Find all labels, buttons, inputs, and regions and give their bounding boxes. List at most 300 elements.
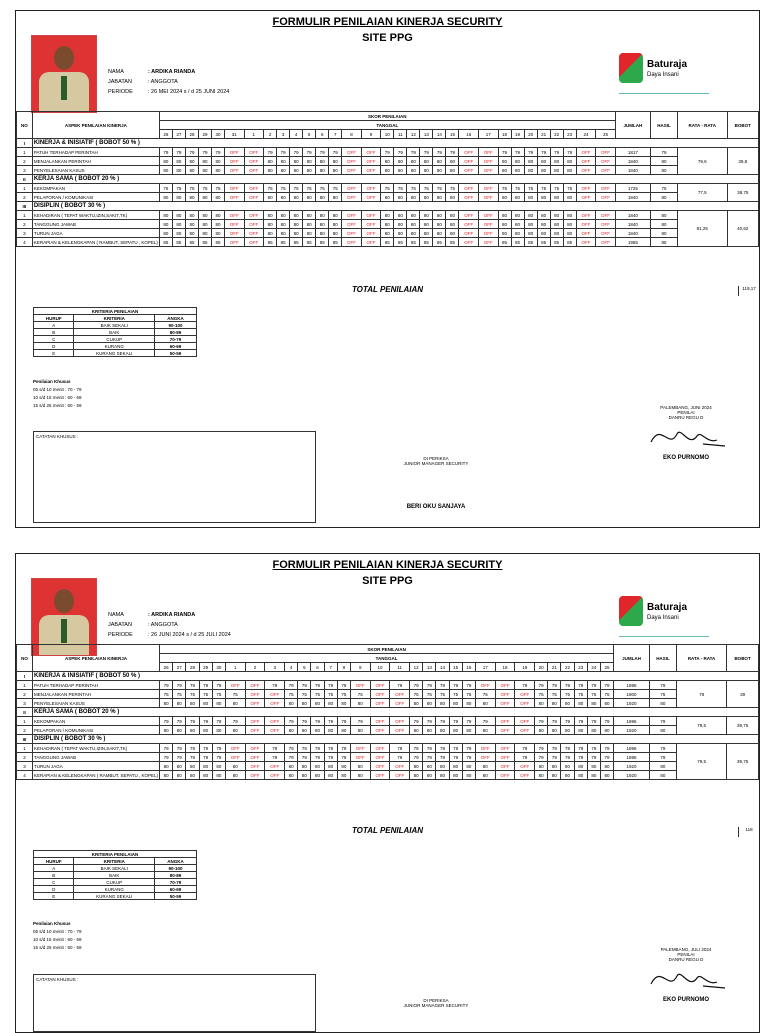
score-cell: OFF [596, 184, 616, 193]
score-cell: 80 [311, 726, 324, 735]
row-aspek: TURUN JAGA [32, 229, 159, 238]
score-cell: 75 [449, 690, 462, 699]
kriteria-cell: 70-79 [155, 879, 197, 886]
score-cell: 79 [511, 148, 524, 157]
kriteria-header: HURUF [34, 858, 74, 865]
score-cell: 80 [311, 699, 324, 708]
score-cell: OFF [495, 699, 515, 708]
score-cell: 79 [160, 681, 173, 690]
khusus-item: 05 s/d 10 menit : 70 - 79 [33, 387, 82, 392]
score-cell: 79 [449, 717, 462, 726]
row-no: 2 [17, 157, 33, 166]
employee-photo [31, 35, 97, 113]
score-cell: OFF [596, 220, 616, 229]
kriteria-cell: CUKUP [74, 879, 155, 886]
score-cell: 80 [563, 229, 576, 238]
score-cell: 75 [212, 690, 225, 699]
score-cell: 75 [475, 690, 495, 699]
score-cell: OFF [225, 744, 245, 753]
score-cell: 79 [324, 681, 337, 690]
row-aspek: TANGGUNG JAWAB [33, 753, 160, 762]
score-cell: OFF [361, 238, 381, 247]
score-cell: 80 [449, 771, 462, 780]
score-cell: 79 [199, 717, 212, 726]
score-cell: OFF [245, 681, 265, 690]
score-cell: OFF [361, 229, 381, 238]
score-cell: OFF [342, 229, 362, 238]
score-cell: 79 [186, 717, 199, 726]
date-cell: 22 [550, 130, 563, 139]
section-label: DISIPLIN ( BOBOT 30 % ) [32, 202, 758, 211]
score-cell: 80 [561, 762, 574, 771]
table-row [17, 211, 759, 220]
row-aspek: PENYELESAIAN KASUS [32, 166, 159, 175]
score-cell: OFF [495, 726, 515, 735]
kriteria-cell: KURANG [74, 886, 155, 893]
score-cell: OFF [478, 157, 498, 166]
score-cell: 79 [587, 717, 600, 726]
score-cell: 79 [186, 681, 199, 690]
score-cell: 80 [160, 762, 173, 771]
kriteria-row [34, 336, 197, 343]
score-cell: 75 [535, 690, 548, 699]
score-cell: 75 [561, 690, 574, 699]
danru-name: EKO PURNOMO [662, 997, 709, 1003]
table-row [17, 157, 759, 166]
score-cell: OFF [495, 690, 515, 699]
score-cell: 79 [548, 717, 561, 726]
score-cell: 80 [498, 220, 511, 229]
score-cell: 80 [311, 771, 324, 780]
penilai-block [626, 947, 746, 1003]
score-cell: 80 [475, 699, 495, 708]
score-cell: OFF [361, 211, 381, 220]
score-cell: 85 [407, 238, 420, 247]
score-cell: 80 [537, 229, 550, 238]
score-cell: 79 [446, 148, 459, 157]
score-cell: OFF [265, 726, 285, 735]
kriteria-cell: 80-89 [155, 329, 197, 336]
header-hasil: HASIL [649, 645, 676, 672]
date-cell: 15 [449, 663, 462, 672]
score-cell: OFF [576, 148, 596, 157]
score-cell: 80 [185, 220, 198, 229]
score-cell: 85 [511, 238, 524, 247]
score-cell: OFF [576, 193, 596, 202]
form-title: FORMULIR PENILAIAN KINERJA SECURITY [272, 559, 503, 571]
table-row [17, 681, 759, 690]
score-cell: 80 [410, 726, 423, 735]
score-cell: 80 [407, 157, 420, 166]
score-cell: OFF [342, 238, 362, 247]
score-cell: 80 [277, 211, 290, 220]
row-jumlah: 1840 [615, 220, 650, 229]
score-cell: 79 [550, 148, 563, 157]
kriteria-cell: A [34, 865, 74, 872]
score-cell: 85 [420, 238, 433, 247]
score-cell: 75 [574, 690, 587, 699]
score-cell: 80 [511, 220, 524, 229]
score-cell: 79 [423, 717, 436, 726]
score-cell: 80 [350, 699, 370, 708]
score-cell: 80 [198, 229, 211, 238]
score-cell: OFF [225, 211, 245, 220]
row-no: 2 [17, 220, 33, 229]
kriteria-cell: C [34, 336, 74, 343]
score-cell: 80 [212, 166, 225, 175]
date-cell: 4 [285, 663, 298, 672]
khusus-item: 15 s/d 25 menit : 50 - 59 [33, 403, 82, 408]
info-row [108, 67, 229, 77]
kriteria-header: HURUF [34, 315, 74, 322]
score-cell: 79 [337, 744, 350, 753]
score-cell: 79 [390, 681, 410, 690]
kriteria-cell: 80-89 [155, 872, 197, 879]
score-cell: 79 [298, 744, 311, 753]
diperiksa-label: DI PERIKSA [423, 998, 449, 1003]
kriteria-table [33, 307, 197, 357]
score-cell: OFF [390, 717, 410, 726]
score-cell: 80 [407, 193, 420, 202]
kriteria-row [34, 350, 197, 357]
date-cell: 11 [394, 130, 407, 139]
score-cell: 80 [303, 229, 316, 238]
score-cell: OFF [350, 681, 370, 690]
kriteria-row [34, 322, 197, 329]
score-cell: OFF [576, 220, 596, 229]
score-cell: 80 [423, 726, 436, 735]
score-cell: 79 [587, 744, 600, 753]
score-cell: 79 [173, 717, 186, 726]
table-row [17, 717, 759, 726]
score-cell: 80 [225, 762, 245, 771]
kriteria-header: ANGKA [155, 315, 197, 322]
row-hasil: 80 [651, 157, 678, 166]
score-cell: 79 [449, 681, 462, 690]
score-cell: 75 [212, 184, 225, 193]
score-cell: 80 [475, 771, 495, 780]
row-no: 4 [17, 771, 33, 780]
score-cell: OFF [245, 771, 265, 780]
score-cell: OFF [245, 744, 265, 753]
logo-mark [619, 596, 643, 626]
score-cell: OFF [361, 184, 381, 193]
score-cell: OFF [361, 193, 381, 202]
section-bobot: 39 [727, 681, 759, 708]
score-cell: 80 [350, 762, 370, 771]
score-cell: OFF [342, 211, 362, 220]
score-cell: OFF [225, 229, 245, 238]
score-cell: 80 [462, 726, 475, 735]
score-cell: 79 [350, 717, 370, 726]
score-cell: OFF [245, 762, 265, 771]
row-jumlah: 1840 [615, 193, 650, 202]
score-cell: 79 [433, 148, 446, 157]
header-rata: RATA - RATA [677, 112, 727, 139]
score-cell: 80 [535, 771, 548, 780]
score-cell: 75 [277, 184, 290, 193]
score-cell: 79 [285, 681, 298, 690]
date-cell: 1 [225, 663, 245, 672]
section-rata: 79,6 [677, 148, 727, 175]
score-cell: 80 [290, 166, 303, 175]
row-aspek: KEKOMPAKAN [33, 717, 160, 726]
date-cell: 30 [212, 663, 225, 672]
date-cell: 14 [436, 663, 449, 672]
date-cell: 2 [245, 663, 265, 672]
date-cell: 25 [600, 663, 613, 672]
score-cell: 80 [394, 211, 407, 220]
kriteria-title: KRITERIA PENILAIAN [34, 308, 197, 315]
date-cell: 14 [433, 130, 446, 139]
row-aspek: TURUN JAGA [33, 762, 160, 771]
score-cell: 80 [199, 699, 212, 708]
catatan-khusus-box [33, 974, 316, 1032]
score-cell: 80 [324, 726, 337, 735]
score-cell: 80 [420, 157, 433, 166]
score-cell: 80 [329, 193, 342, 202]
score-cell: OFF [245, 753, 265, 762]
catatan-label: CATATAN KHUSUS : [36, 977, 79, 982]
score-cell: 80 [316, 229, 329, 238]
score-cell: 80 [381, 166, 394, 175]
score-cell: 75 [316, 184, 329, 193]
score-cell: 80 [475, 726, 495, 735]
score-cell: 80 [172, 229, 185, 238]
total-label: TOTAL PENILAIAN [351, 285, 424, 294]
info-label: PERIODE [108, 89, 133, 95]
score-cell: 80 [185, 229, 198, 238]
row-no: 2 [17, 690, 33, 699]
score-cell: 79 [574, 717, 587, 726]
score-cell: 79 [381, 148, 394, 157]
kriteria-title: KRITERIA PENILAIAN [34, 851, 197, 858]
danru-name: EKO PURNOMO [662, 455, 709, 461]
kriteria-cell: KURANG SEKALI [74, 350, 155, 357]
score-cell: OFF [370, 699, 390, 708]
score-cell: OFF [515, 699, 535, 708]
score-cell: 79 [410, 717, 423, 726]
score-cell: OFF [478, 193, 498, 202]
row-aspek: PENYELESAIAN KASUS [33, 699, 160, 708]
score-cell: 80 [290, 220, 303, 229]
kriteria-header: KRITERIA [74, 858, 155, 865]
score-cell: 75 [548, 690, 561, 699]
score-cell: OFF [390, 726, 410, 735]
score-cell: 79 [277, 148, 290, 157]
score-cell: 79 [285, 717, 298, 726]
manager-name: BERI OKU SANJAYA [406, 504, 466, 510]
score-cell: 79 [574, 681, 587, 690]
date-cell: 19 [511, 130, 524, 139]
section-bobot: 40,62 [727, 211, 759, 247]
info-label: NAMA [108, 612, 124, 618]
danru-label: DANRU REGU D [668, 415, 704, 420]
row-hasil: 80 [651, 229, 678, 238]
score-cell: 75 [511, 184, 524, 193]
khusus-item: 05 s/d 10 menit : 70 - 79 [33, 929, 82, 934]
score-cell: 79 [290, 148, 303, 157]
score-cell: OFF [515, 726, 535, 735]
score-cell: 80 [199, 771, 212, 780]
score-cell: 79 [420, 148, 433, 157]
score-cell: 80 [462, 699, 475, 708]
score-cell: 80 [159, 166, 172, 175]
header-hasil: HASIL [651, 112, 678, 139]
score-cell: 79 [311, 744, 324, 753]
score-cell: 80 [394, 193, 407, 202]
score-cell: 80 [264, 220, 277, 229]
score-cell: 75 [324, 690, 337, 699]
score-cell: 79 [515, 753, 535, 762]
score-cell: 79 [498, 148, 511, 157]
info-label: NAMA [108, 69, 124, 75]
score-cell: 80 [550, 166, 563, 175]
row-aspek: MENJALANKAN PERINTAH [33, 690, 160, 699]
score-cell: OFF [361, 157, 381, 166]
score-cell: OFF [225, 148, 245, 157]
manager-title: JUNIOR MANAGER SECURITY [403, 1003, 469, 1008]
score-cell: 80 [563, 157, 576, 166]
date-cell: 20 [524, 130, 537, 139]
date-cell: 22 [561, 663, 574, 672]
score-cell: 80 [410, 771, 423, 780]
score-cell: 80 [550, 220, 563, 229]
score-cell: OFF [596, 193, 616, 202]
score-cell: 80 [264, 193, 277, 202]
date-cell: 10 [370, 663, 390, 672]
score-cell: 80 [212, 699, 225, 708]
score-cell: 80 [433, 220, 446, 229]
score-cell: OFF [576, 166, 596, 175]
khusus-item: 10 s/d 15 menit : 60 - 69 [33, 395, 82, 400]
score-cell: 75 [159, 184, 172, 193]
manager-block [346, 998, 526, 1008]
score-cell: 80 [225, 726, 245, 735]
row-aspek: PATUH TERHADAP PERINTAH [32, 148, 159, 157]
score-cell: 80 [159, 220, 172, 229]
date-cell: 24 [576, 130, 596, 139]
score-cell: 75 [550, 184, 563, 193]
score-cell: OFF [515, 717, 535, 726]
row-jumlah: 1896 [614, 717, 650, 726]
row-no: 3 [17, 699, 33, 708]
score-cell: 79 [212, 717, 225, 726]
score-cell: 80 [563, 211, 576, 220]
score-cell: OFF [370, 717, 390, 726]
score-cell: 75 [303, 184, 316, 193]
score-cell: 79 [548, 753, 561, 762]
score-cell: 80 [198, 220, 211, 229]
row-hasil: 79 [651, 148, 678, 157]
kriteria-cell: E [34, 350, 74, 357]
section-rata: 77,5 [677, 184, 727, 202]
score-cell: 85 [433, 238, 446, 247]
score-cell: 79 [303, 148, 316, 157]
date-cell: 18 [498, 130, 511, 139]
catatan-khusus-box [33, 431, 316, 523]
score-cell: 80 [316, 211, 329, 220]
score-cell: 79 [436, 744, 449, 753]
score-cell: 80 [511, 157, 524, 166]
score-cell: 80 [185, 157, 198, 166]
logo-underline [619, 93, 709, 94]
score-cell: OFF [342, 220, 362, 229]
score-cell: 75 [433, 184, 446, 193]
score-cell: 75 [350, 690, 370, 699]
score-cell: 85 [212, 238, 225, 247]
score-cell: 79 [212, 744, 225, 753]
score-cell: 80 [264, 211, 277, 220]
header-no: NO [17, 645, 33, 672]
score-cell: 80 [574, 762, 587, 771]
score-cell: 80 [381, 220, 394, 229]
score-cell: 80 [600, 726, 613, 735]
score-cell: OFF [342, 148, 362, 157]
row-jumlah: 1920 [614, 771, 650, 780]
date-cell: 17 [478, 130, 498, 139]
score-cell: OFF [495, 717, 515, 726]
score-cell: OFF [596, 229, 616, 238]
date-cell: 9 [361, 130, 381, 139]
score-cell: 80 [407, 220, 420, 229]
kriteria-header: KRITERIA [74, 315, 155, 322]
score-cell: 80 [446, 211, 459, 220]
kriteria-cell: 60-69 [155, 886, 197, 893]
row-hasil: 80 [649, 699, 676, 708]
score-cell: 79 [548, 681, 561, 690]
score-cell: 75 [329, 184, 342, 193]
date-cell: 30 [212, 130, 225, 139]
row-jumlah: 1725 [615, 184, 650, 193]
score-cell: 80 [198, 166, 211, 175]
date-cell: 13 [420, 130, 433, 139]
score-cell: 75 [298, 690, 311, 699]
section-roman: II [17, 708, 33, 717]
score-cell: OFF [265, 717, 285, 726]
kriteria-cell: C [34, 879, 74, 886]
score-cell: OFF [390, 771, 410, 780]
header-jumlah: JUMLAH [614, 645, 650, 672]
score-cell: 80 [563, 166, 576, 175]
score-cell: 80 [298, 762, 311, 771]
score-cell: 80 [563, 193, 576, 202]
header-jumlah: JUMLAH [615, 112, 650, 139]
score-cell: 80 [185, 211, 198, 220]
row-jumlah: 1800 [614, 690, 650, 699]
score-cell: OFF [515, 690, 535, 699]
score-cell: 80 [475, 762, 495, 771]
kriteria-cell: BAIK [74, 872, 155, 879]
score-cell: 80 [316, 166, 329, 175]
kriteria-cell: A [34, 322, 74, 329]
score-cell: 80 [511, 193, 524, 202]
score-cell: 79 [535, 717, 548, 726]
row-hasil: 79 [649, 717, 676, 726]
score-cell: 75 [160, 690, 173, 699]
row-jumlah: 1896 [614, 681, 650, 690]
section-roman: III [17, 202, 33, 211]
score-cell: 80 [298, 771, 311, 780]
score-cell: 80 [316, 193, 329, 202]
info-value: : 26 JUNI 2024 s / d 25 JULI 2024 [148, 632, 231, 638]
score-cell: 80 [511, 211, 524, 220]
score-cell: 79 [225, 717, 245, 726]
score-cell: 79 [561, 717, 574, 726]
score-cell: OFF [370, 762, 390, 771]
score-cell: 79 [535, 744, 548, 753]
table-row [17, 771, 759, 780]
